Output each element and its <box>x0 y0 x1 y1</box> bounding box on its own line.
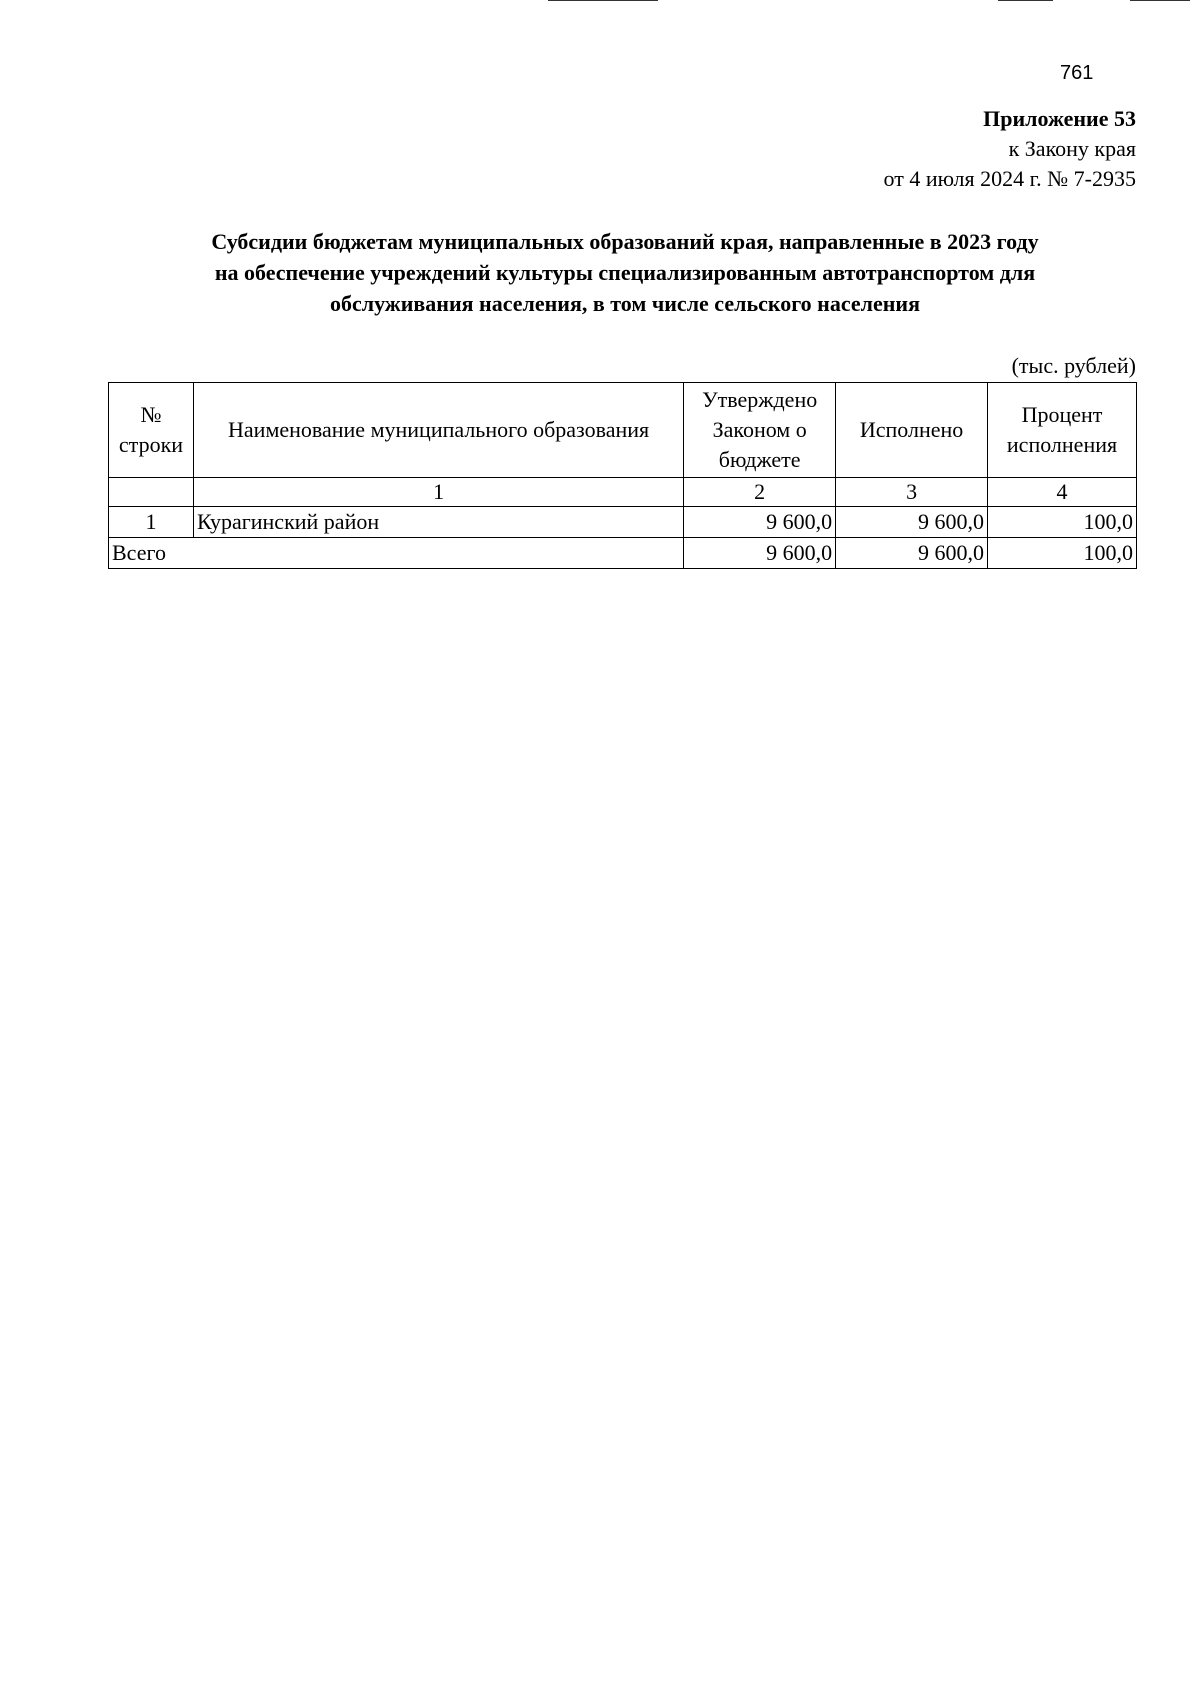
appendix-law-ref: к Закону края <box>1008 136 1136 161</box>
column-index: 2 <box>684 478 836 507</box>
scan-artifact-line <box>998 0 1053 1</box>
percent-value: 100,0 <box>988 507 1137 538</box>
row-number: 1 <box>109 507 194 538</box>
column-index: 1 <box>193 478 683 507</box>
total-label: Всего <box>109 538 684 569</box>
document-title <box>100 226 1150 319</box>
subsidy-table <box>108 382 1137 569</box>
column-index: 3 <box>836 478 988 507</box>
header-percent: Процент исполнения <box>988 383 1137 478</box>
total-approved: 9 600,0 <box>684 538 836 569</box>
municipality-name: Курагинский район <box>193 507 683 538</box>
approved-value: 9 600,0 <box>684 507 836 538</box>
header-row <box>109 383 1137 478</box>
column-index <box>109 478 194 507</box>
scan-artifact-line <box>548 0 658 1</box>
appendix-block <box>884 104 1136 194</box>
total-row <box>109 538 1137 569</box>
header-executed: Исполнено <box>836 383 988 478</box>
executed-value: 9 600,0 <box>836 507 988 538</box>
header-municipality-name: Наименование муниципального образования <box>193 383 683 478</box>
column-index-row <box>109 478 1137 507</box>
scan-artifact-line <box>1130 0 1190 1</box>
units-label: (тыс. рублей) <box>1011 353 1136 378</box>
total-executed: 9 600,0 <box>836 538 988 569</box>
total-percent: 100,0 <box>988 538 1137 569</box>
title-line: Субсидии бюджетам муниципальных образований края, направленные в 2023 году <box>211 229 1039 254</box>
appendix-title: Приложение 53 <box>983 106 1136 131</box>
appendix-law-date: от 4 июля 2024 г. № 7-2935 <box>883 166 1136 191</box>
column-index: 4 <box>988 478 1137 507</box>
table-row <box>109 507 1137 538</box>
header-approved: Утверждено Законом о бюджете <box>684 383 836 478</box>
title-line: на обеспечение учреждений культуры специализированным автотранспортом для <box>214 260 1036 285</box>
header-row-number: № строки <box>109 383 194 478</box>
page-number: 761 <box>1060 62 1094 84</box>
title-line: обслуживания населения, в том числе сельского населения <box>329 291 921 316</box>
